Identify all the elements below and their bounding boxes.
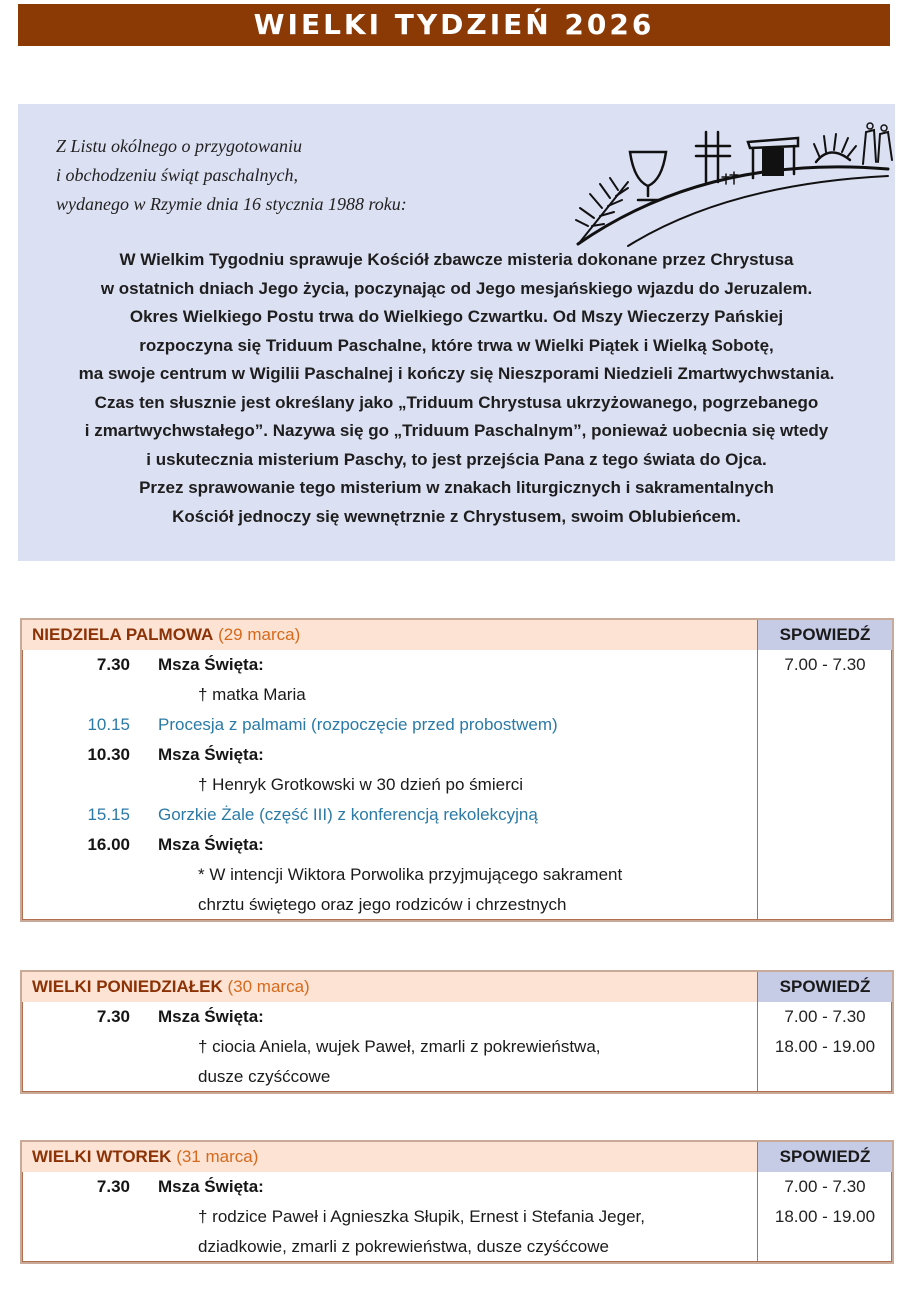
event-time: 10.15: [87, 715, 130, 734]
schedule-line: [22, 830, 757, 860]
mass-intention: † matka Maria: [198, 685, 306, 704]
schedule-line: [22, 710, 757, 740]
intro-body-line: Okres Wielkiego Postu trwa do Wielkiego Czwartku. Od Mszy Wieczerzy Pańskiej: [129, 307, 784, 326]
confession-time: 7.00 - 7.30: [784, 1007, 866, 1026]
confession-time: 7.00 - 7.30: [784, 1177, 866, 1196]
schedule-line: [22, 1032, 757, 1062]
intro-source-line: i obchodzeniu świąt paschalnych,: [56, 165, 298, 185]
mass-intention: † rodzice Paweł i Agnieszka Słupik, Ernest i Stefania Jeger,: [198, 1207, 645, 1226]
schedule-line: [22, 1002, 757, 1032]
confession-header: SPOWIEDŹ: [757, 972, 892, 1002]
intro-body-line: i zmartwychwstałego”. Nazywa się go „Triduum Paschalnym”, ponieważ uobecnia się wtedy: [84, 421, 829, 440]
day-header: [22, 620, 757, 650]
intro-body-line: w ostatnich dniach Jego życia, poczynając od Jego mesjańskiego wjazdu do Jeruzalem.: [100, 278, 813, 298]
intro-body-line: W Wielkim Tygodniu sprawuje Kościół zbawcze misteria dokonane przez Chrystusa: [119, 250, 794, 269]
palm-chalice-cross-tomb-sunrise-pilgrims-icon: [558, 114, 898, 254]
event-label: Msza Święta:: [158, 1177, 264, 1196]
schedule-line: [22, 1232, 757, 1262]
schedule-line: [22, 1202, 757, 1232]
mass-intention: * W intencji Wiktora Porwolika przyjmującego sakrament: [198, 865, 623, 884]
event-label: Msza Święta:: [158, 745, 264, 764]
intro-body-line: rozpoczyna się Triduum Paschalne, które trwa w Wielki Piątek i Wielką Sobotę,: [139, 335, 774, 355]
mass-intention: dusze czyśćcowe: [198, 1067, 331, 1086]
intro-body-line: Przez sprawowanie tego misterium w znakach liturgicznych i sakramentalnych: [139, 478, 774, 497]
mass-intention: † ciocia Aniela, wujek Paweł, zmarli z pokrewieństwa,: [198, 1037, 601, 1056]
mass-intention: † Henryk Grotkowski w 30 dzień po śmierci: [198, 775, 524, 794]
event-label: Procesja z palmami (rozpoczęcie przed probostwem): [158, 715, 558, 734]
schedule-line: [22, 800, 757, 830]
schedule-line: [22, 680, 757, 710]
intro-box: [18, 104, 895, 561]
day-schedule-holy-tuesday: [20, 1140, 894, 1264]
intro-body-line: ma swoje centrum w Wigilii Paschalnej i kończy się Nieszporami Niedzieli Zmartwychwstania.: [78, 364, 835, 383]
schedule-line: [22, 740, 757, 770]
event-time: 7.30: [96, 1177, 130, 1196]
schedule-line: [22, 860, 757, 890]
day-date: (29 marca): [218, 625, 301, 644]
confession-header: SPOWIEDŹ: [757, 620, 892, 650]
day-name: WIELKI WTOREK: [32, 1147, 172, 1166]
intro-source-line: Z Listu okólnego o przygotowaniu: [56, 136, 303, 156]
event-time: 15.15: [87, 805, 130, 824]
event-time: 7.30: [96, 655, 130, 674]
day-header: [22, 972, 757, 1002]
schedule-line: [22, 650, 757, 680]
day-name: WIELKI PONIEDZIAŁEK: [32, 977, 223, 996]
schedule-line: [22, 770, 757, 800]
schedule-entries: [22, 650, 757, 920]
event-label: Msza Święta:: [158, 1007, 264, 1026]
schedule-line: [22, 890, 757, 920]
schedule-entries: [22, 1172, 757, 1262]
event-time: 7.30: [96, 1007, 130, 1026]
schedule-line: [22, 1172, 757, 1202]
day-date: (31 marca): [176, 1147, 259, 1166]
event-time: 16.00: [87, 835, 130, 854]
intro-source-line: wydanego w Rzymie dnia 16 stycznia 1988 roku:: [56, 194, 407, 214]
page-title: WIELKI TYDZIEŃ 2026: [18, 4, 890, 46]
confession-times: [757, 1002, 892, 1092]
event-label: Msza Święta:: [158, 835, 264, 854]
confession-times: [757, 1172, 892, 1262]
mass-intention: dziadkowie, zmarli z pokrewieństwa, dusze czyśćcowe: [198, 1237, 609, 1256]
schedule-entries: [22, 1002, 757, 1092]
confession-times: [757, 650, 892, 920]
intro-body-line: Kościół jednoczy się wewnętrznie z Chrystusem, swoim Oblubieńcem.: [172, 506, 741, 526]
intro-body-line: Czas ten słusznie jest określany jako „Triduum Chrystusa ukrzyżowanego, pogrzebanego: [94, 392, 819, 412]
intro-source: [56, 132, 407, 219]
day-schedule-palm-sunday: [20, 618, 894, 922]
schedule-line: [22, 1062, 757, 1092]
confession-time: 7.00 - 7.30: [784, 655, 866, 674]
day-schedule-holy-monday: [20, 970, 894, 1094]
event-label: Msza Święta:: [158, 655, 264, 674]
confession-time: 18.00 - 19.00: [774, 1037, 876, 1056]
event-time: 10.30: [87, 745, 130, 764]
intro-body: [18, 246, 895, 531]
intro-body-line: i uskutecznia misterium Paschy, to jest przejścia Pana z tego świata do Ojca.: [146, 449, 767, 469]
day-date: (30 marca): [227, 977, 310, 996]
confession-time: 18.00 - 19.00: [774, 1207, 876, 1226]
day-name: NIEDZIELA PALMOWA: [32, 625, 214, 644]
mass-intention: chrztu świętego oraz jego rodziców i chrzestnych: [198, 895, 567, 914]
day-header: [22, 1142, 757, 1172]
event-label: Gorzkie Żale (część III) z konferencją rekolekcyjną: [158, 805, 538, 824]
confession-header: SPOWIEDŹ: [757, 1142, 892, 1172]
